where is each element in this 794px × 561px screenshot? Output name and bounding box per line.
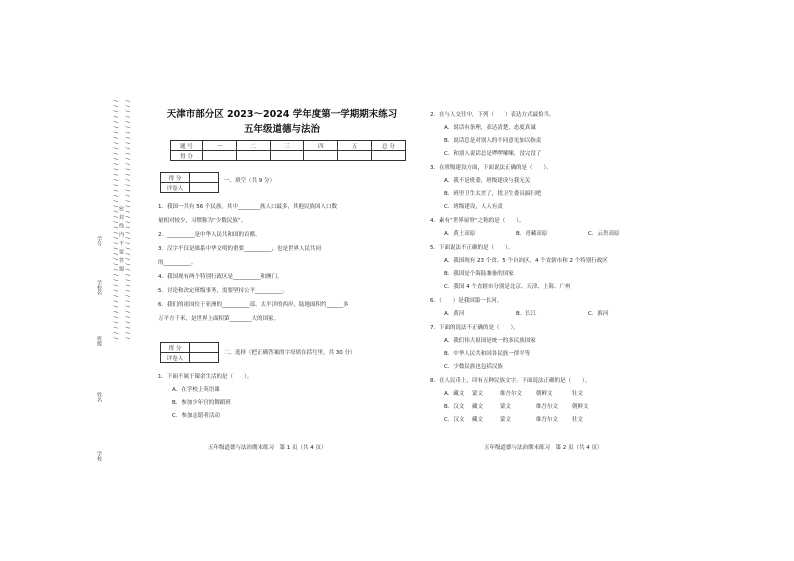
score-header-cell: 四 bbox=[304, 141, 338, 151]
label-school-name: 学校名 bbox=[96, 280, 102, 295]
score-cell[interactable] bbox=[270, 151, 304, 161]
score-header-cell: 总 分 bbox=[372, 141, 406, 151]
grader-name-label: 评卷人 bbox=[161, 353, 190, 363]
option-b: B．我国是个海陆兼备的国家 bbox=[444, 271, 514, 277]
option-a: A．说话有条理，表达清楚，态度真诚 bbox=[444, 125, 536, 131]
grader-score-cell[interactable] bbox=[190, 343, 219, 353]
option-c: C．和别人说话总是啰啰嗦嗦，没完没了 bbox=[444, 151, 542, 157]
grader-box-2 bbox=[160, 342, 219, 363]
question-stem: 2．在与人交往中，下列（ ）表达方式最恰当。 bbox=[430, 112, 555, 118]
option-cell: 藏文 bbox=[472, 417, 484, 423]
label-school: 学校 bbox=[96, 451, 102, 461]
option-row bbox=[430, 308, 660, 321]
question-2 bbox=[430, 108, 660, 161]
score-table bbox=[170, 140, 406, 161]
option-row-a bbox=[430, 388, 660, 401]
option-c: C．参加志愿者活动 bbox=[172, 413, 220, 419]
score-header-cell: 题 号 bbox=[171, 141, 203, 151]
page-2-footer: 五年级道德与法治期末练习 第 2 页（共 4 页） bbox=[484, 445, 603, 451]
option-cell: A．藏文 bbox=[444, 391, 465, 397]
question-1 bbox=[158, 370, 252, 423]
option-b: B．青藏高原 bbox=[516, 231, 548, 237]
option-cell: 蒙文 bbox=[472, 391, 484, 397]
question-6 bbox=[430, 294, 660, 321]
fill-question-line: 1．我国一共有 56 个民族。其中________族人口最多，其他民族国人口数 bbox=[158, 204, 337, 210]
score-header-cell: 二 bbox=[236, 141, 270, 151]
section-1-title: 一、填空（共 9 分） bbox=[224, 178, 275, 184]
option-row-c bbox=[430, 414, 660, 427]
grader-score-cell[interactable] bbox=[190, 173, 219, 183]
option-a: A．在学校上英语课 bbox=[172, 387, 220, 393]
option-cell: 壮文 bbox=[572, 417, 584, 423]
option-cell: 藏文 bbox=[472, 404, 484, 410]
binding-strip bbox=[96, 96, 142, 468]
question-7 bbox=[430, 321, 660, 374]
binding-dashes-inner: / / / / / / / / / / / / / / / / / / / / / / / / / / / / / / / / / / / / / / / / / / / / / / bbox=[124, 100, 130, 341]
score-header-cell: 三 bbox=[270, 141, 304, 151]
score-cell[interactable] bbox=[203, 151, 237, 161]
binding-dashes-outer: / / / / / / / / / / / / / / / / / / / / / / / / / / / / / / / / / / / / / / / / / / / / / / bbox=[112, 100, 118, 341]
option-a: A．我国现有 23 个省、5 个自治区、4 个直辖市和 2 个特别行政区 bbox=[444, 258, 608, 264]
question-4 bbox=[430, 214, 660, 241]
question-stem: 7．下面的说法不正确的是（ ）。 bbox=[430, 325, 519, 331]
option-row bbox=[430, 228, 660, 241]
fill-question-line: 万平方千米，是世界上面积第________大的国家。 bbox=[158, 316, 280, 322]
page-1-footer: 五年级道德与法治期末练习 第 1 页（共 4 页） bbox=[208, 445, 327, 451]
option-b: B．中华人民共和国各民族一律平等 bbox=[444, 351, 531, 357]
option-c: C．少数民族也包括汉族 bbox=[444, 364, 503, 370]
grader-box-1 bbox=[160, 172, 219, 193]
question-8 bbox=[430, 374, 660, 427]
grader-name-cell[interactable] bbox=[190, 183, 219, 193]
option-cell: 维吾尔文 bbox=[500, 391, 523, 397]
score-row-label: 得 分 bbox=[171, 151, 203, 161]
question-3 bbox=[430, 161, 660, 214]
exam-title: 天津市部分区 2023～2024 学年度第一学期期末练习 bbox=[166, 109, 398, 120]
label-student-id: 学号 bbox=[96, 236, 102, 246]
question-5 bbox=[430, 241, 660, 294]
option-b: B．参加少年宫的舞蹈班 bbox=[172, 400, 231, 406]
fill-question-line: 的__________。 bbox=[158, 260, 197, 266]
option-cell: 朝鲜文 bbox=[536, 391, 553, 397]
option-cell: C．汉文 bbox=[444, 417, 465, 423]
option-b: B．班里卫生太差了，找卫生委员搞扫吧 bbox=[444, 191, 542, 197]
score-cell[interactable] bbox=[304, 151, 338, 161]
question-stem: 3．在班级建设方面，下面说法正确的是（ ）。 bbox=[430, 165, 552, 171]
option-c: C．淮河 bbox=[588, 311, 609, 317]
option-cell: 壮文 bbox=[572, 391, 584, 397]
option-a: A．黄河 bbox=[444, 311, 465, 317]
question-stem: 4．素有“世界屋脊”之称的是（ ）。 bbox=[430, 218, 525, 224]
question-stem: 5．下面说法不正确的是（ ）。 bbox=[430, 245, 514, 251]
option-cell: 维吾尔文 bbox=[536, 417, 559, 423]
grader-name-label: 评卷人 bbox=[161, 183, 190, 193]
option-cell: 蒙文 bbox=[500, 417, 512, 423]
fill-question-line: 5．讨论和决定班级事务，需要坚持公平__________。 bbox=[158, 288, 289, 294]
fill-question-line: 量相对较少，习惯称为“少数民族”。 bbox=[158, 218, 247, 224]
option-c: C．我国 4 个直辖市分别是北京、天津、上海、广州 bbox=[444, 284, 571, 290]
page-1 bbox=[158, 108, 406, 451]
page-2 bbox=[430, 108, 660, 451]
score-header-cell: 五 bbox=[338, 141, 372, 151]
score-header-cell: 一 bbox=[203, 141, 237, 151]
question-stem: 1．下面不属于课余生活的是（ ）。 bbox=[158, 374, 253, 380]
label-name: 姓名 bbox=[96, 392, 102, 402]
score-table-header-row bbox=[171, 141, 406, 151]
option-cell: 朝鲜文 bbox=[572, 404, 589, 410]
score-cell[interactable] bbox=[372, 151, 406, 161]
section-1-questions bbox=[158, 200, 349, 326]
exam-subtitle: 五年级道德与法治 bbox=[243, 124, 320, 135]
option-c: C．班级建设，人人有责 bbox=[444, 204, 503, 210]
option-cell: 蒙文 bbox=[500, 404, 512, 410]
option-a: A．黄土高原 bbox=[444, 231, 476, 237]
section-2-title: 二、选择（把正确答案的字母填在括号里，共 30 分） bbox=[224, 350, 356, 356]
option-c: C．云贵高原 bbox=[588, 231, 620, 237]
fill-question-line: 3．汉字不仅是维系中华文明的重要__________，也是世界人民共同 bbox=[158, 246, 322, 252]
option-b: B．说话总是对别人的不同意见加以指责 bbox=[444, 138, 542, 144]
label-class: 班级 bbox=[96, 336, 102, 346]
score-cell[interactable] bbox=[338, 151, 372, 161]
fill-question-line: 6．我们的祖国位于亚洲的__________部、太平洋的西岸，陆地面积约______多 bbox=[158, 302, 349, 308]
score-table-score-row bbox=[171, 151, 406, 161]
option-b: B．长江 bbox=[516, 311, 537, 317]
option-cell: 维吾尔文 bbox=[536, 404, 559, 410]
question-stem: 8．在人民币上，印有五种民族文字，下面说法正确的是（ ）。 bbox=[430, 378, 591, 384]
option-row-b bbox=[430, 401, 660, 414]
grader-name-cell[interactable] bbox=[190, 353, 219, 363]
question-stem: 6．（ ）是我国第一长河。 bbox=[430, 298, 503, 304]
fill-question-line: 2．__________是中华人民共和国的首都。 bbox=[158, 232, 261, 238]
option-a: A．我不是班委，班级建设与我无关 bbox=[444, 178, 531, 184]
grader-score-label: 得 分 bbox=[161, 173, 190, 183]
grader-score-label: 得 分 bbox=[161, 343, 190, 353]
seal-line-text: 密 封 线 内 不 要 答 题 bbox=[118, 206, 124, 273]
option-a: A．我们伟大祖国是统一的多民族国家 bbox=[444, 338, 536, 344]
option-cell: B．汉文 bbox=[444, 404, 465, 410]
fill-question-line: 4．我国现有两个特别行政区是__________和澳门。 bbox=[158, 274, 283, 280]
score-cell[interactable] bbox=[236, 151, 270, 161]
